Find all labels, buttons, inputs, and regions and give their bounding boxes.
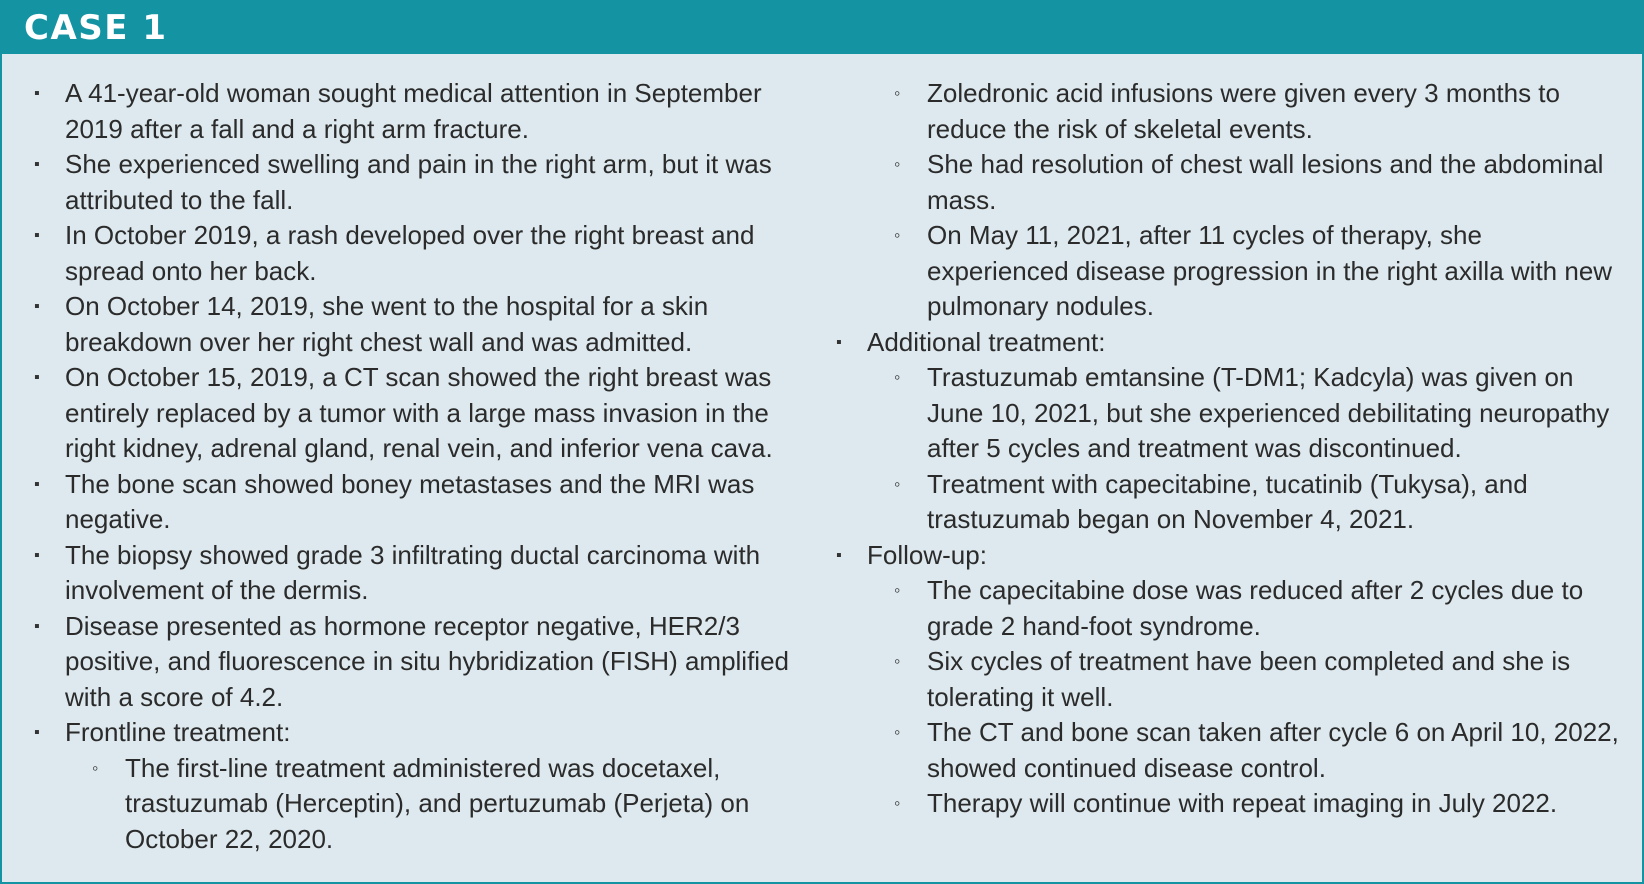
list-item-text: On October 15, 2019, a CT scan showed the right breast was entirely replaced by a tumor with a large mass invasion in the right kidney, adrenal gland, renal vein, and inferior vena cava. [65, 362, 773, 463]
list-item-text: Treatment with capecitabine, tucatinib (Tukysa), and trastuzumab began on November 4, 2021. [927, 468, 1528, 534]
sub-list-item [834, 467, 1624, 538]
list-item-text: Follow-up: [867, 539, 987, 570]
square-bullet-icon: ▪ [34, 475, 40, 493]
circle-bullet-icon: ◦ [894, 651, 901, 671]
sub-list-item [834, 644, 1624, 715]
square-bullet-icon: ▪ [34, 369, 40, 386]
sub-list-item [834, 573, 1624, 644]
square-bullet-icon: ▪ [836, 333, 842, 351]
circle-bullet-icon: ◦ [894, 367, 901, 387]
square-bullet-icon: ▪ [34, 546, 40, 564]
list-item-text: In October 2019, a rash developed over the right breast and spread onto her back. [65, 220, 755, 286]
circle-bullet-icon: ◦ [894, 580, 901, 600]
list-item [32, 289, 822, 360]
circle-bullet-icon: ◦ [92, 757, 99, 778]
sub-list-item [834, 76, 1624, 147]
sub-list-item [834, 360, 1624, 467]
list-item [32, 538, 822, 609]
circle-bullet-icon: ◦ [894, 722, 901, 742]
circle-bullet-icon: ◦ [894, 83, 901, 103]
list-item-text: She experienced swelling and pain in the right arm, but it was attributed to the fall. [65, 149, 772, 215]
list-item-text: Therapy will continue with repeat imaging in July 2022. [927, 788, 1558, 818]
list-item-text: The biopsy showed grade 3 infiltrating ductal carcinoma with involvement of the dermis. [65, 539, 761, 605]
list-item-text: Additional treatment: [867, 326, 1106, 357]
list-item-text: Six cycles of treatment have been completed and she is tolerating it well. [927, 646, 1571, 712]
list-item [32, 360, 822, 467]
list-item [32, 76, 822, 147]
square-bullet-icon: ▪ [836, 546, 842, 564]
list-item-text: Disease presented as hormone receptor negative, HER2/3 positive, and fluorescence in situ hybridization (FISH) amplified with a score of 4.2. [65, 610, 790, 712]
sub-list-item [834, 786, 1624, 822]
list-item-text: The first-line treatment administered was docetaxel, trastuzumab (Herceptin), and pertuzumab (Perjeta) on October 22, 2020. [125, 752, 750, 854]
sub-list-item [32, 751, 822, 858]
list-item-text: She had resolution of chest wall lesions and the abdominal mass. [927, 149, 1604, 215]
square-bullet-icon: ▪ [34, 298, 40, 315]
list-item [32, 218, 822, 289]
sub-list-item [834, 218, 1624, 325]
square-bullet-icon: ▪ [34, 724, 40, 741]
list-item-text: Zoledronic acid infusions were given every 3 months to reduce the risk of skeletal events. [927, 78, 1560, 144]
list-item [32, 609, 822, 716]
circle-bullet-icon: ◦ [894, 225, 901, 245]
list-item-text: Frontline treatment: [65, 717, 291, 747]
list-item-text: The capecitabine dose was reduced after 2 cycles due to grade 2 hand-foot syndrome. [927, 575, 1584, 641]
circle-bullet-icon: ◦ [894, 473, 901, 494]
square-bullet-icon: ▪ [34, 617, 40, 635]
sub-list-item [834, 147, 1624, 218]
square-bullet-icon: ▪ [34, 227, 40, 244]
list-item [32, 467, 822, 538]
list-item [834, 538, 1624, 574]
list-item [834, 325, 1624, 361]
circle-bullet-icon: ◦ [894, 154, 901, 174]
square-bullet-icon: ▪ [34, 85, 40, 102]
case-title: CASE 1 [2, 2, 1642, 54]
left-column [32, 76, 822, 857]
square-bullet-icon: ▪ [34, 156, 40, 173]
list-item-text: The CT and bone scan taken after cycle 6 on April 10, 2022, showed continued disease control. [927, 717, 1619, 783]
list-item [32, 715, 822, 751]
sub-list-item [834, 715, 1624, 786]
circle-bullet-icon: ◦ [894, 793, 901, 813]
list-item-text: On May 11, 2021, after 11 cycles of therapy, she experienced disease progression in the right axilla with new pulmonary nodules. [927, 220, 1613, 321]
right-column [834, 76, 1624, 822]
list-item-text: Trastuzumab emtansine (T-DM1; Kadcyla) was given on June 10, 2021, but she experienced debilitating neuropathy after 5 cycles and treatment was discontinued. [927, 362, 1610, 463]
list-item-text: On October 14, 2019, she went to the hospital for a skin breakdown over her right chest wall and was admitted. [65, 291, 709, 357]
list-item-text: The bone scan showed boney metastases and the MRI was negative. [65, 468, 755, 534]
list-item [32, 147, 822, 218]
list-item-text: A 41-year-old woman sought medical attention in September 2019 after a fall and a right arm fracture. [65, 78, 762, 144]
